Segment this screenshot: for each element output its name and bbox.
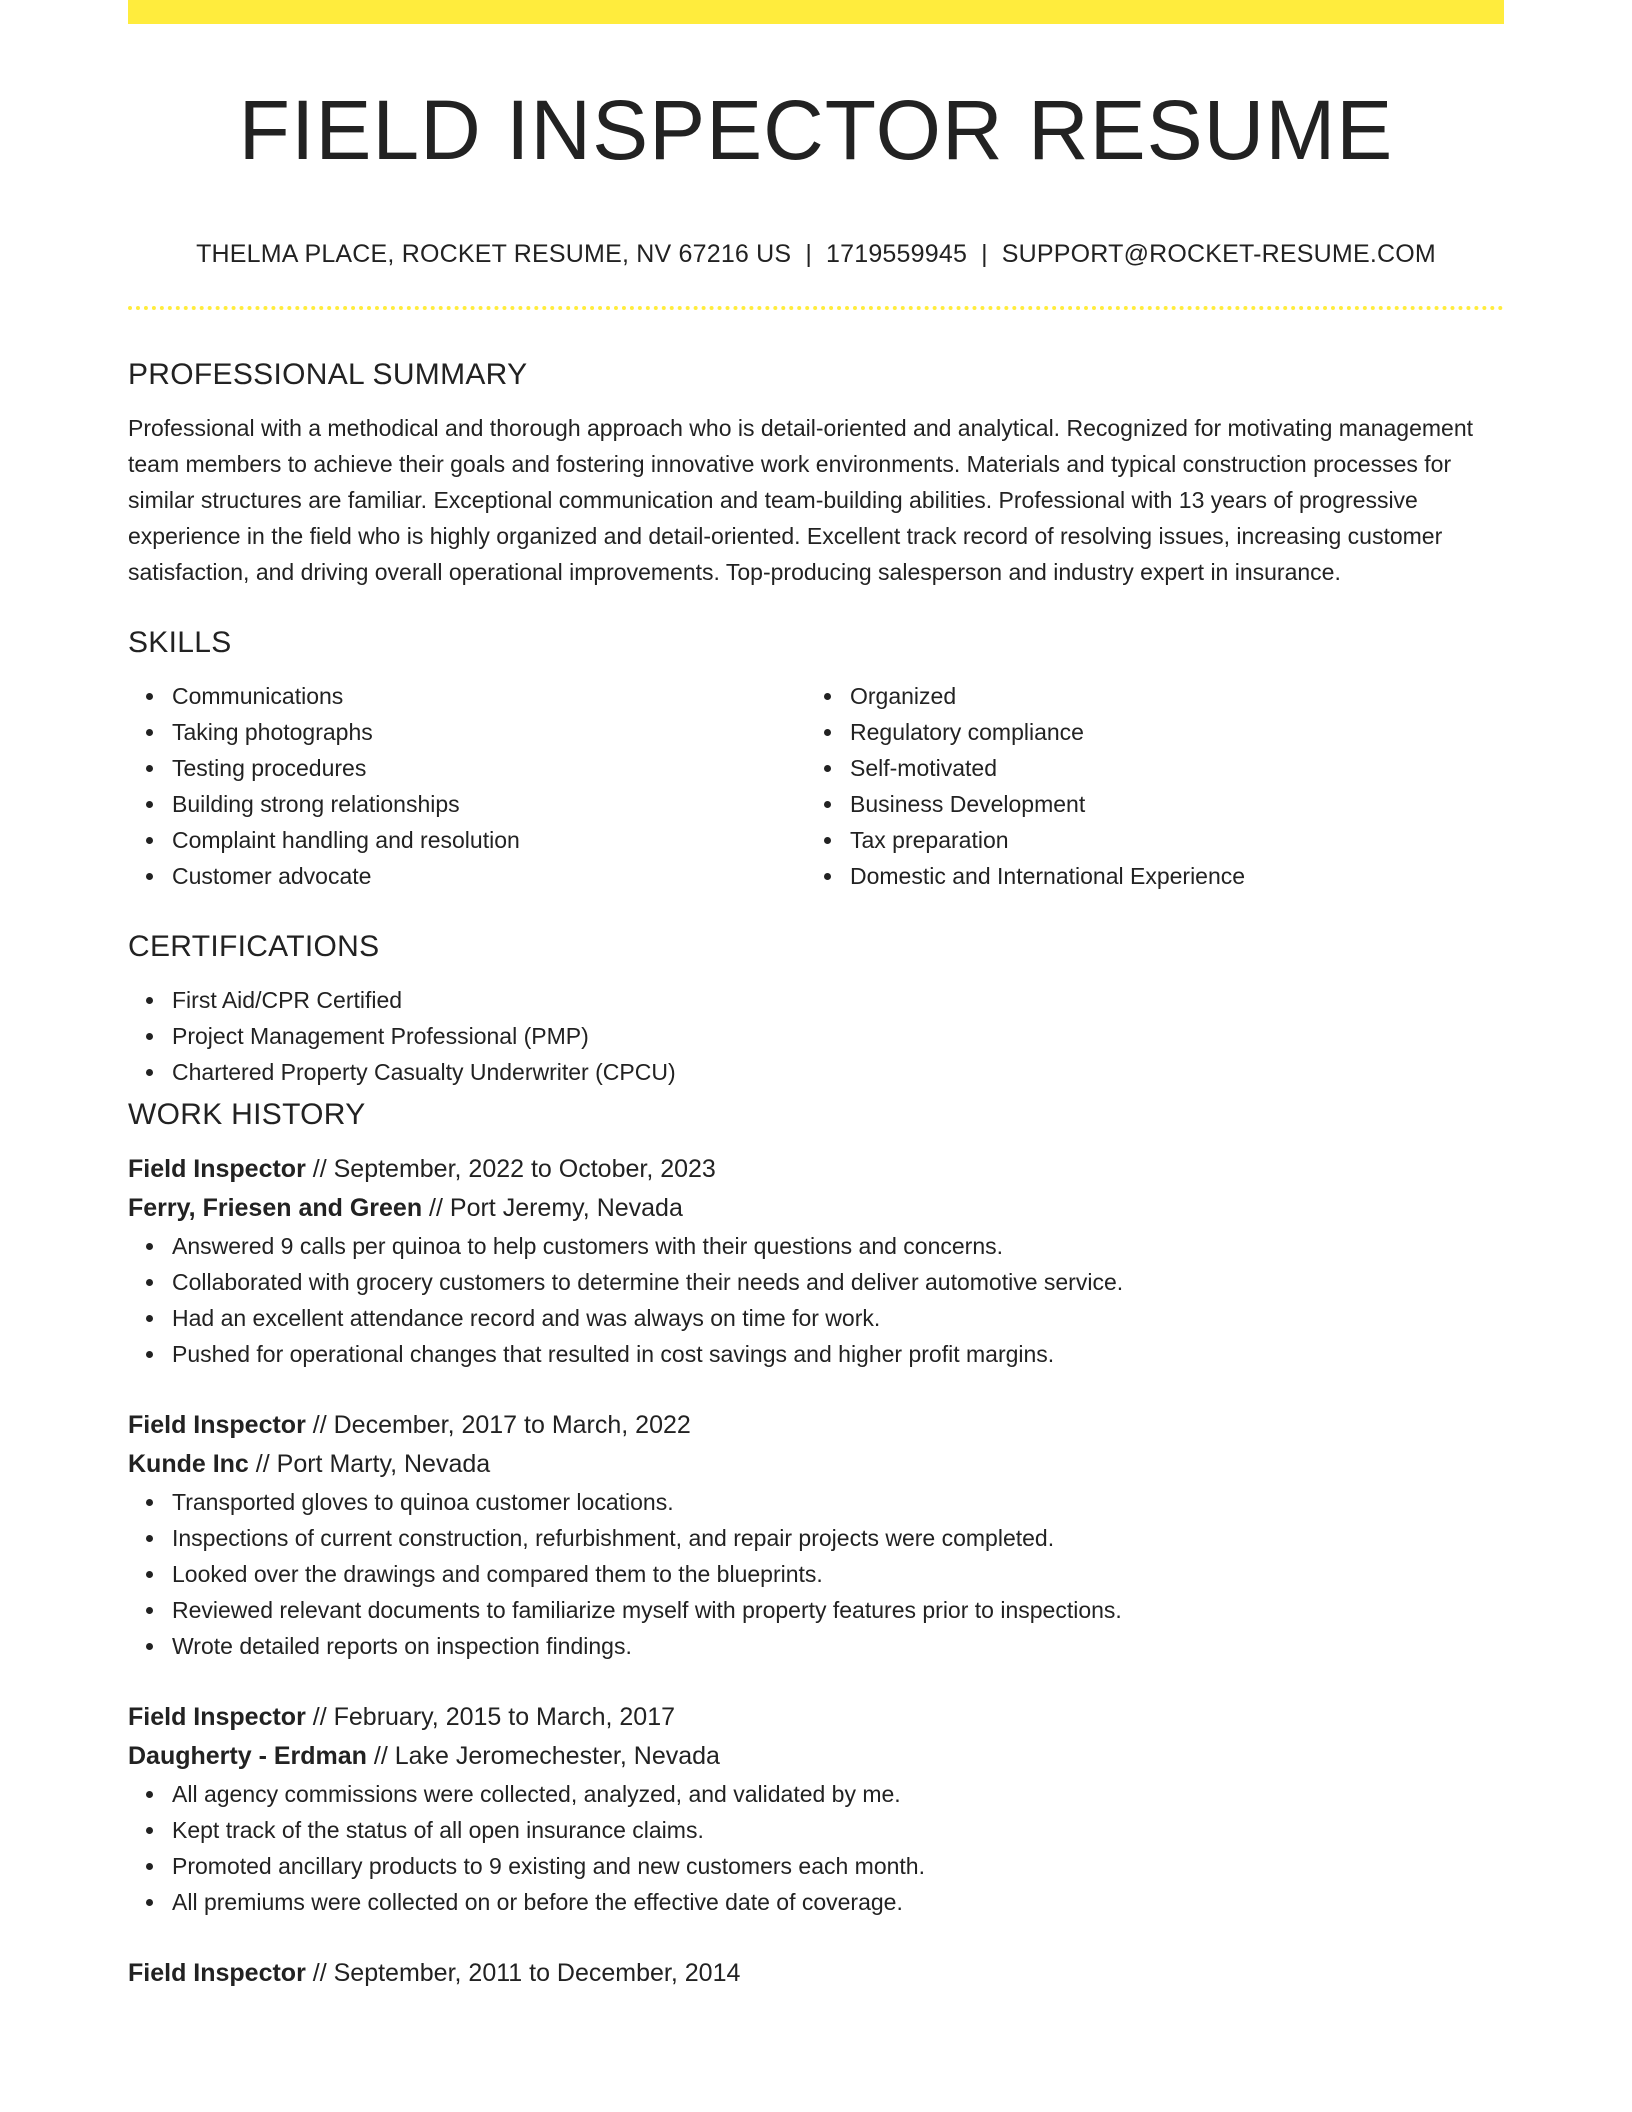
- job-company-line: [128, 1737, 1504, 1776]
- skill-item: Self-motivated: [806, 750, 1484, 786]
- job-duty: Promoted ancillary products to 9 existing and new customers each month.: [128, 1848, 1504, 1884]
- certification-item: Chartered Property Casualty Underwriter (CPCU): [128, 1054, 1504, 1090]
- certification-item: First Aid/CPR Certified: [128, 982, 1504, 1018]
- certification-item: Project Management Professional (PMP): [128, 1018, 1504, 1054]
- summary-section: [128, 350, 1504, 590]
- job-divider: //: [312, 1155, 327, 1183]
- job-duty: Collaborated with grocery customers to determine their needs and deliver automotive service.: [128, 1264, 1504, 1300]
- job-divider: //: [429, 1194, 443, 1222]
- skill-item: Organized: [806, 678, 1484, 714]
- job-duty: All premiums were collected on or before the effective date of coverage.: [128, 1884, 1504, 1920]
- job-divider: //: [255, 1450, 270, 1478]
- certifications-heading: CERTIFICATIONS: [128, 930, 380, 963]
- job-entry: [128, 1150, 1504, 1372]
- job-duty: Answered 9 calls per quinoa to help customers with their questions and concerns.: [128, 1228, 1504, 1264]
- skills-column-right: [806, 678, 1484, 894]
- certifications-section: [128, 922, 1504, 1090]
- job-location: Lake Jeromechester, Nevada: [394, 1742, 720, 1770]
- job-company: Ferry, Friesen and Green: [128, 1194, 423, 1222]
- dotted-divider: [128, 306, 1504, 310]
- job-duty: Wrote detailed reports on inspection findings.: [128, 1628, 1504, 1664]
- skill-item: Business Development: [806, 786, 1484, 822]
- job-divider: //: [312, 1959, 327, 1987]
- summary-text: Professional with a methodical and thorough approach who is detail-oriented and analytical. Recognized for motivating management team members to achieve their goals and fostering innovative work environments. Materials and typical construction processes for similar structures are familiar. Exceptional communication and team-building abilities. Professional with 13 years of progressive experience in the field who is highly organized and detail-oriented. Excellent track record of resolving issues, increasing customer satisfaction, and driving overall operational improvements. Top-producing salesperson and industry expert in insurance.: [128, 415, 1474, 585]
- job-title-line: [128, 1150, 1504, 1189]
- skills-column-left: [128, 678, 806, 894]
- job-title: Field Inspector: [128, 1411, 306, 1439]
- skills-section: [128, 618, 1504, 894]
- job-duty: Pushed for operational changes that resulted in cost savings and higher profit margins.: [128, 1336, 1504, 1372]
- skill-item: Regulatory compliance: [806, 714, 1484, 750]
- job-duty: Kept track of the status of all open insurance claims.: [128, 1812, 1504, 1848]
- contact-line: [128, 236, 1504, 272]
- work-history-section: [128, 1090, 1504, 1993]
- skills-grid: [128, 678, 1504, 894]
- job-company-line: [128, 1445, 1504, 1484]
- summary-heading: PROFESSIONAL SUMMARY: [128, 358, 528, 391]
- job-duties-list: [128, 1484, 1504, 1664]
- skill-item: Customer advocate: [128, 858, 806, 894]
- job-dates: September, 2011 to December, 2014: [333, 1959, 741, 1987]
- resume-title: FIELD INSPECTOR RESUME: [238, 83, 1394, 177]
- job-location: Port Jeremy, Nevada: [449, 1194, 683, 1222]
- work-history-heading: WORK HISTORY: [128, 1098, 366, 1131]
- job-dates: September, 2022 to October, 2023: [333, 1155, 716, 1183]
- skill-item: Communications: [128, 678, 806, 714]
- job-duty: Reviewed relevant documents to familiarize myself with property features prior to inspections.: [128, 1592, 1504, 1628]
- job-duty: All agency commissions were collected, analyzed, and validated by me.: [128, 1776, 1504, 1812]
- job-title: Field Inspector: [128, 1703, 306, 1731]
- job-duties-list: [128, 1228, 1504, 1372]
- job-divider: //: [373, 1742, 388, 1770]
- contact-separator: |: [981, 240, 988, 268]
- job-title-line: [128, 1698, 1504, 1737]
- job-duties-list: [128, 1776, 1504, 1920]
- job-entry: [128, 1698, 1504, 1920]
- job-duty: Looked over the drawings and compared them to the blueprints.: [128, 1556, 1504, 1592]
- contact-address: THELMA PLACE, ROCKET RESUME, NV 67216 US: [196, 240, 792, 268]
- job-title-line: [128, 1406, 1504, 1445]
- job-title-line: [128, 1954, 1504, 1993]
- job-title: Field Inspector: [128, 1155, 306, 1183]
- job-divider: //: [312, 1703, 327, 1731]
- job-duty: Inspections of current construction, refurbishment, and repair projects were completed.: [128, 1520, 1504, 1556]
- certifications-list: [128, 982, 1504, 1090]
- job-divider: //: [312, 1411, 327, 1439]
- contact-email: SUPPORT@ROCKET-RESUME.COM: [1001, 240, 1436, 268]
- job-entry: [128, 1406, 1504, 1664]
- contact-separator: |: [805, 240, 813, 268]
- job-duty: Transported gloves to quinoa customer locations.: [128, 1484, 1504, 1520]
- skill-item: Complaint handling and resolution: [128, 822, 806, 858]
- job-dates: February, 2015 to March, 2017: [333, 1703, 676, 1731]
- skill-item: Tax preparation: [806, 822, 1484, 858]
- skills-list-left: [128, 678, 806, 894]
- job-duty: Had an excellent attendance record and was always on time for work.: [128, 1300, 1504, 1336]
- skill-item: Testing procedures: [128, 750, 806, 786]
- job-entry: [128, 1954, 1504, 1993]
- skills-list-right: [806, 678, 1484, 894]
- skill-item: Building strong relationships: [128, 786, 806, 822]
- skills-heading: SKILLS: [128, 626, 232, 659]
- job-dates: December, 2017 to March, 2022: [333, 1411, 691, 1439]
- top-accent-bar: [128, 0, 1504, 24]
- contact-phone: 1719559945: [826, 240, 968, 268]
- job-title: Field Inspector: [128, 1959, 306, 1987]
- job-company: Daugherty - Erdman: [128, 1742, 367, 1770]
- job-location: Port Marty, Nevada: [276, 1450, 491, 1478]
- job-company-line: [128, 1189, 1504, 1228]
- skill-item: Taking photographs: [128, 714, 806, 750]
- job-company: Kunde Inc: [128, 1450, 249, 1478]
- resume-content: [128, 350, 1504, 2027]
- skill-item: Domestic and International Experience: [806, 858, 1484, 894]
